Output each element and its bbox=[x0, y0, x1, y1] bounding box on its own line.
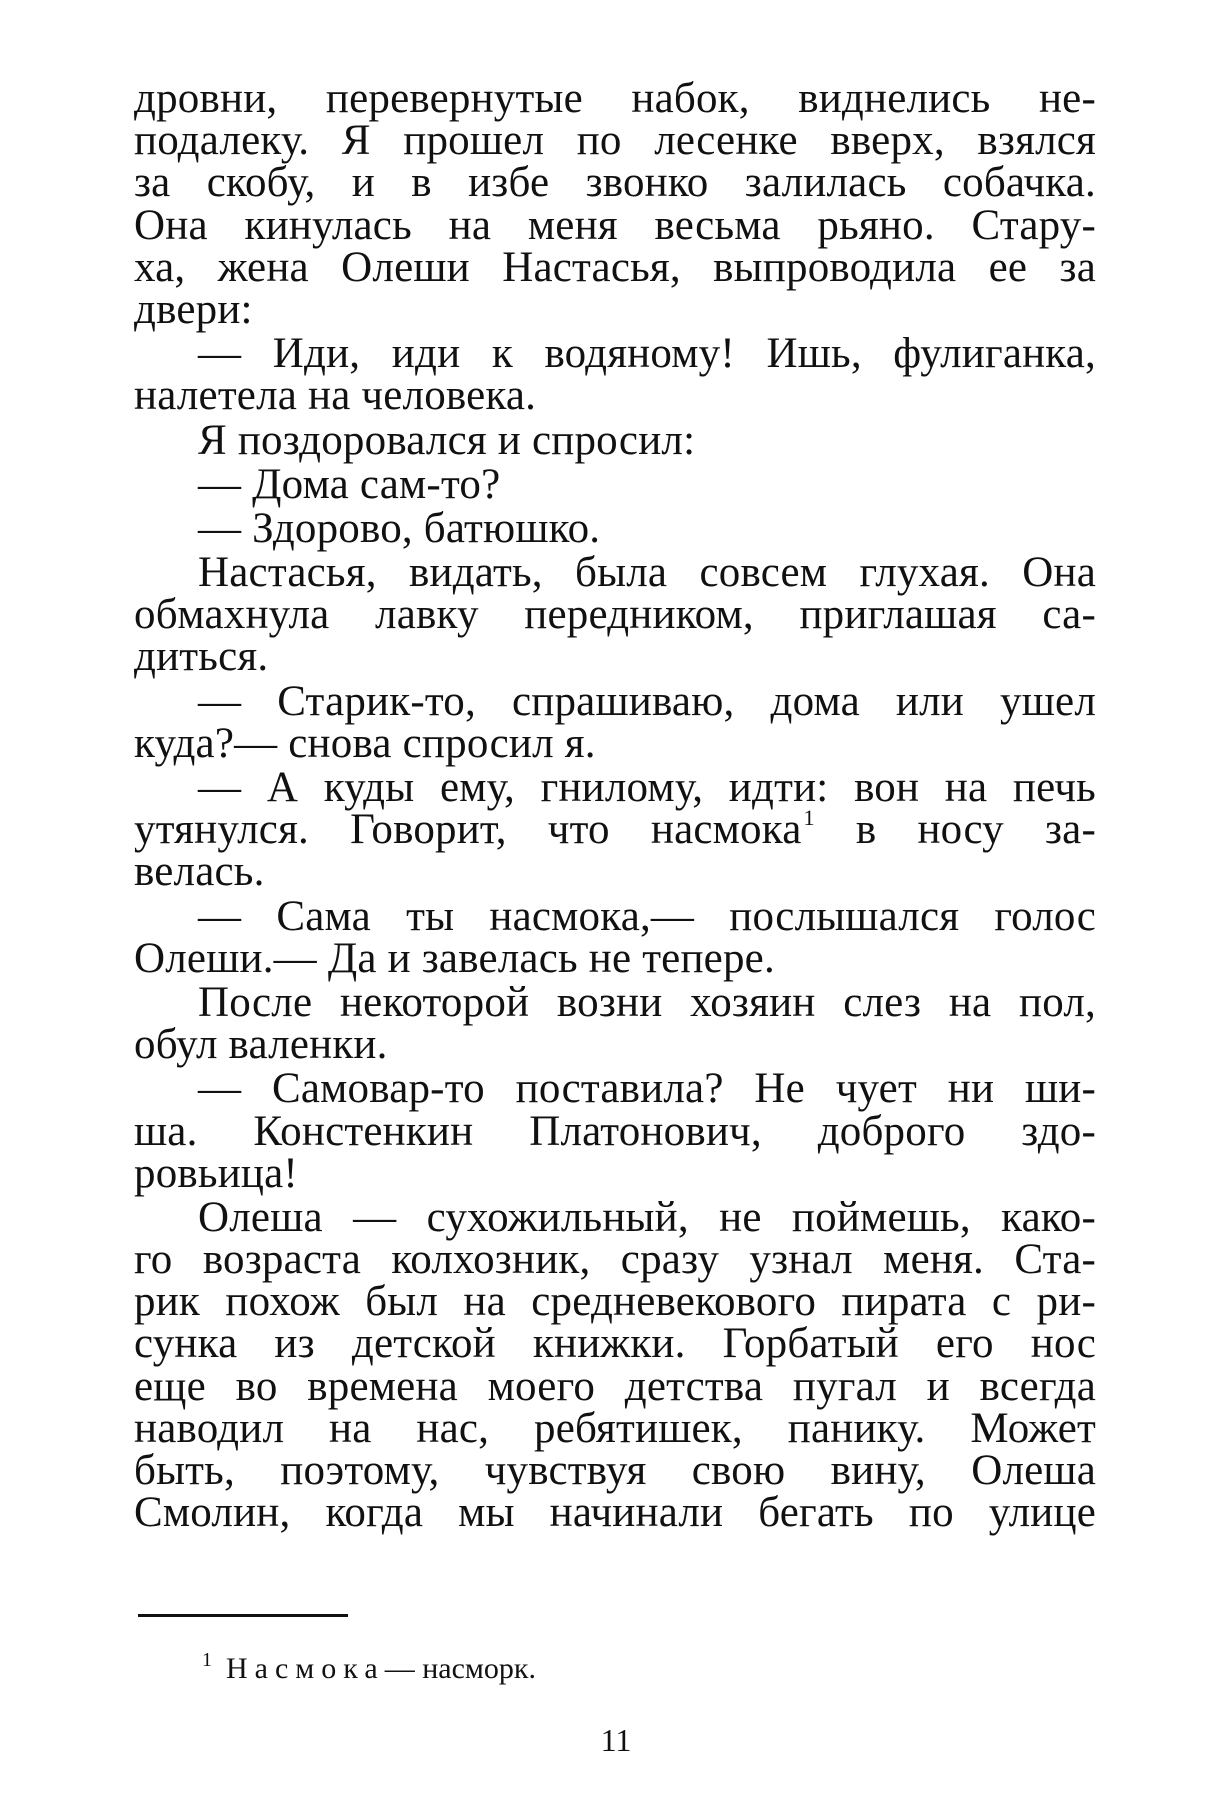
text-line: После некоторой возни хозяин слез на пол, bbox=[198, 978, 1096, 1026]
text-line: быть, поэтому, чувствуя свою вину, Олеша bbox=[134, 1447, 1096, 1494]
text-line: еще во времена моего детства пугал и всегда bbox=[134, 1362, 1096, 1410]
text-line: Смолин, когда мы начинали бегать по улице bbox=[134, 1489, 1096, 1537]
text-line: Настасья, видать, была совсем глухая. Она bbox=[198, 549, 1096, 597]
text-line: сунка из детской книжки. Горбатый его нос bbox=[134, 1320, 1096, 1368]
text-line: за скобу, и в избе звонко залилась собачка. bbox=[134, 159, 1096, 207]
text-line: — Сама ты насмока,— послышался голос bbox=[198, 892, 1096, 940]
text-line-with-footnote bbox=[134, 805, 1096, 854]
text-line: диться. bbox=[134, 633, 269, 681]
text-line: Я поздоровался и спросил: bbox=[198, 416, 696, 464]
text-line: ха, жена Олеши Настасья, выпроводила ее за bbox=[134, 243, 1096, 291]
text-line: Олеши.— Да и завелась не тепере. bbox=[134, 934, 775, 982]
footnote-reference: 1 bbox=[803, 805, 815, 831]
text-line: — А куды ему, гнилому, идти: вон на печь bbox=[198, 764, 1096, 811]
text-line: Олеша — сухожильный, не поймешь, како- bbox=[198, 1193, 1096, 1241]
text-line: ровьица! bbox=[134, 1149, 298, 1197]
text-line: наводил на нас, ребятишек, панику. Может bbox=[134, 1404, 1096, 1452]
footnote bbox=[202, 1640, 536, 1689]
text-line: подалеку. Я прошел по лесенке вверх, взялся bbox=[134, 117, 1096, 165]
footnote-mark: 1 bbox=[202, 1649, 212, 1671]
text-line: — Самовар-то поставила? Не чует ни ши- bbox=[198, 1065, 1096, 1113]
text-line: обмахнула лавку передником, приглашая са- bbox=[134, 591, 1096, 639]
text-fragment: в носу за- bbox=[814, 806, 1096, 854]
page-number: 11 bbox=[600, 1722, 632, 1758]
text-line: Она кинулась на меня весьма рьяно. Стару- bbox=[134, 201, 1096, 249]
text-line: — Иди, иди к водяному! Ишь, фулиганка, bbox=[198, 330, 1096, 378]
text-line: ша. Констенкин Платонович, доброго здо- bbox=[134, 1107, 1096, 1155]
text-line: налетела на человека. bbox=[134, 372, 537, 420]
text-line: двери: bbox=[134, 285, 253, 333]
text-line: — Здорово, батюшко. bbox=[198, 504, 601, 552]
text-line: дровни, перевернутые набок, виднелись не- bbox=[134, 75, 1096, 122]
text-line: го возраста колхозник, сразу узнал меня. Ста- bbox=[134, 1236, 1096, 1284]
footnote-term: Насмока bbox=[226, 1652, 385, 1685]
text-line: велась. bbox=[134, 848, 265, 896]
text-fragment: утянулся. Говорит, что насмока bbox=[134, 806, 802, 854]
text-line: куда?— снова спросил я. bbox=[134, 719, 596, 767]
text-line: рик похож был на средневекового пирата с ри- bbox=[134, 1278, 1096, 1326]
footnote-definition: — насморк. bbox=[384, 1652, 536, 1685]
text-line: — Старик-то, спрашиваю, дома или ушел bbox=[198, 677, 1096, 725]
text-line: обул валенки. bbox=[134, 1021, 388, 1069]
footnote-divider bbox=[138, 1614, 348, 1617]
page-body-text bbox=[134, 75, 1096, 1537]
text-line: — Дома сам-то? bbox=[198, 460, 501, 508]
